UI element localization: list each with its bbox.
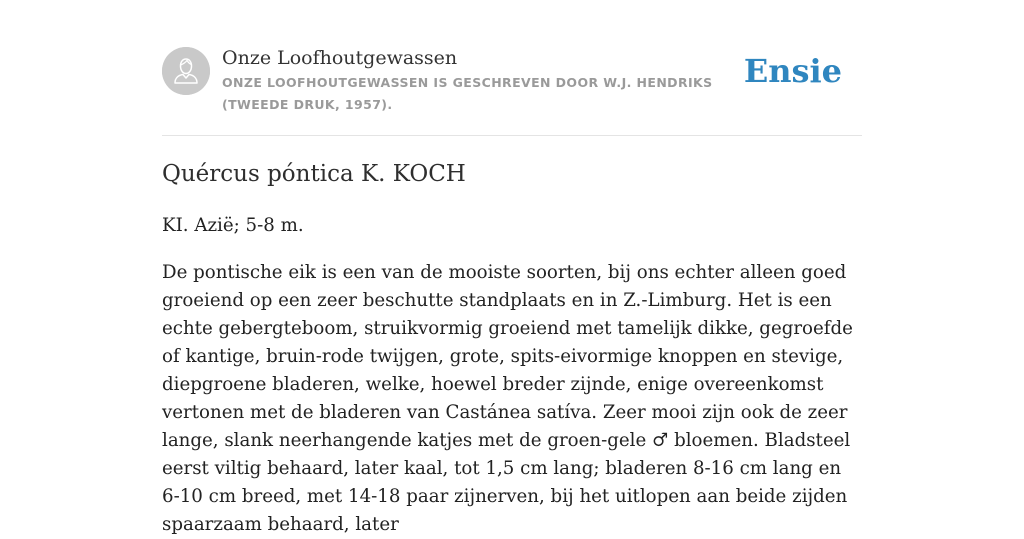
entry-title: Quércus póntica K. KOCH (162, 161, 466, 187)
book-subtitle: ONZE LOOFHOUTGEWASSEN IS GESCHREVEN DOOR W.J. HENDRIKS (TWEEDE DRUK, 1957). (222, 75, 713, 112)
header-divider (162, 135, 862, 136)
book-title[interactable]: Onze Loofhoutgewassen (222, 47, 458, 69)
header (162, 46, 862, 136)
ensie-logo[interactable]: Ensie (743, 52, 842, 90)
entry-paragraph-distribution: KI. Azië; 5-8 m. (162, 215, 304, 236)
user-avatar-icon[interactable] (162, 47, 210, 95)
entry-paragraph-description: De pontische eik is een van de mooiste soorten, bij ons echter alleen goed groeiend op een zeer beschutte standplaats en in Z.-Limburg. Het is een echte gebergteboom, struikvormig groeiend met tamelijk dikke, gegroefde of kantige, bruin-rode twijgen, grote, spits-eivormige knoppen en stevige, diepgroene bladeren, welke, hoewel breder zijnde, enige overeenkomst vertonen met de bladeren van Castánea satíva. Zeer mooi zijn ook de zeer lange, slank neerhangende katjes met de groen-gele ♂ bloemen. Bladsteel eerst viltig behaard, later kaal, tot 1,5 cm lang; bladeren 8-16 cm lang en 6-10 cm breed, met 14-18 paar zijnerven, bij het uitlopen aan beide zijden spaarzaam behaard, later (162, 262, 853, 535)
